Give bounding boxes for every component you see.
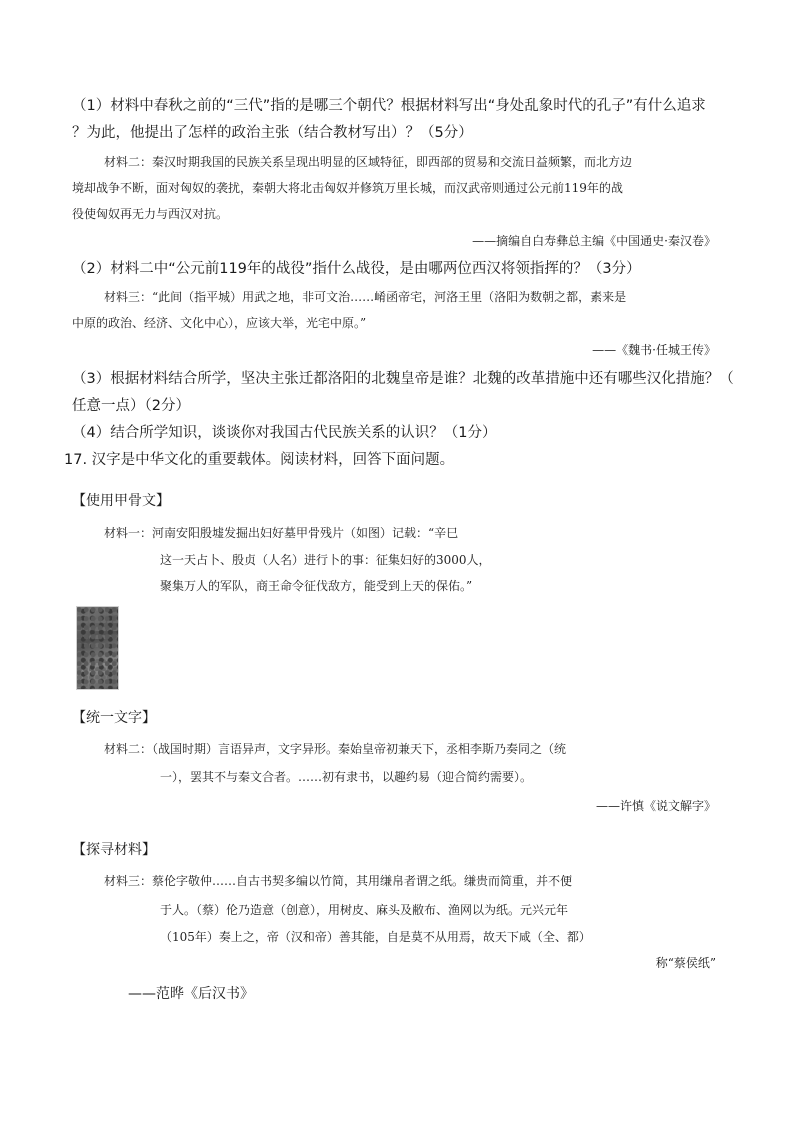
q17-material-2-source: ——许慎《说文解字》 — [595, 799, 716, 813]
question-16-part2: （2）材料二中“公元前119年的战役”指什么战役，是由哪两位西汉将领指挥的？（3分） — [72, 261, 641, 277]
q17-material-3-line3: （105年）奏上之，帝（汉和帝）善其能，自是莫不从用焉，故天下咸（全、都） — [160, 930, 591, 944]
section-unify-script: 【统一文字】 — [72, 710, 156, 726]
material-2-line2: 境却战争不断，面对匈奴的袭扰，秦朝大将北击匈奴并修筑万里长城，而汉武帝则通过公元前119年的战 — [72, 181, 623, 195]
q17-material-1-line1: 材料一：河南安阳殷墟发掘出妇好墓甲骨残片（如图）记载：“辛巳 — [104, 526, 459, 540]
q17-material-2-line1: 材料二：（战国时期）言语异声，文字异形。秦始皇帝初兼天下，丞相李斯乃奏同之（统 — [104, 742, 567, 756]
question-16-part1-line2: ？为此，他提出了怎样的政治主张（结合教材写出）？（5分） — [72, 125, 473, 141]
q17-material-3-line4: 称“蔡侯纸” — [655, 956, 716, 970]
question-16-part3-line2: 任意一点）（2分） — [72, 398, 190, 414]
material-2-line3: 役使匈奴再无力与西汉对抗。 — [72, 207, 229, 221]
material-3-line1: 材料三：“此间（指平城）用武之地，非可文治……崤函帝宅，河洛王里（洛阳为数朝之都，素来是 — [104, 290, 627, 304]
question-16-part4: （4）结合所学知识，谈谈你对我国古代民族关系的认识？（1分） — [72, 425, 497, 441]
q17-material-1-line3: 聚集万人的军队，商王命令征伐敌方，能受到上天的保佑。” — [160, 579, 473, 593]
material-2-line1: 材料二：秦汉时期我国的民族关系呈现出明显的区域特征，即西部的贸易和交流日益频繁，而北方边 — [104, 155, 633, 169]
q17-material-2-line2: 一），罢其不与秦文合者。……初有隶书，以趣约易（迎合简约需要）。 — [160, 770, 533, 784]
section-oracle-bone: 【使用甲骨文】 — [72, 493, 170, 509]
question-16-part1-line1: （1）材料中春秋之前的“三代”指的是哪三个朝代？根据材料写出“身处乱象时代的孔子”有什么追求 — [72, 98, 706, 114]
question-17-title: 17. 汉字是中华文化的重要载体。阅读材料，回答下面问题。 — [64, 452, 455, 468]
question-16-part3-line1: （3）根据材料结合所学，坚决主张迁都洛阳的北魏皇帝是谁？北魏的改革措施中还有哪些汉化措施？（ — [72, 371, 734, 387]
material-2-source: ——摘编自白寿彝总主编《中国通史·秦汉卷》 — [472, 234, 716, 248]
q17-material-3-line2: 于人。（蔡）伦乃造意（创意），用树皮、麻头及敝布、渔网以为纸。元兴元年 — [160, 903, 569, 917]
q17-material-1-line2: 这一天占卜、殷贞（人名）进行卜的事：征集妇好的3000人， — [160, 553, 491, 567]
material-3-source: ——《魏书·任城王传》 — [592, 343, 716, 357]
oracle-bone-image — [76, 606, 119, 690]
material-3-line2: 中原的政治、经济、文化中心），应该大举，光宅中原。” — [72, 316, 367, 330]
q17-material-3-source: ——范晔《后汉书》 — [128, 986, 254, 1002]
q17-material-3-line1: 材料三：蔡伦字敬仲……自古书契多编以竹简，其用缣帛者谓之纸。缣贵而简重，并不便 — [104, 874, 573, 888]
section-explore-materials: 【探寻材料】 — [72, 842, 156, 858]
